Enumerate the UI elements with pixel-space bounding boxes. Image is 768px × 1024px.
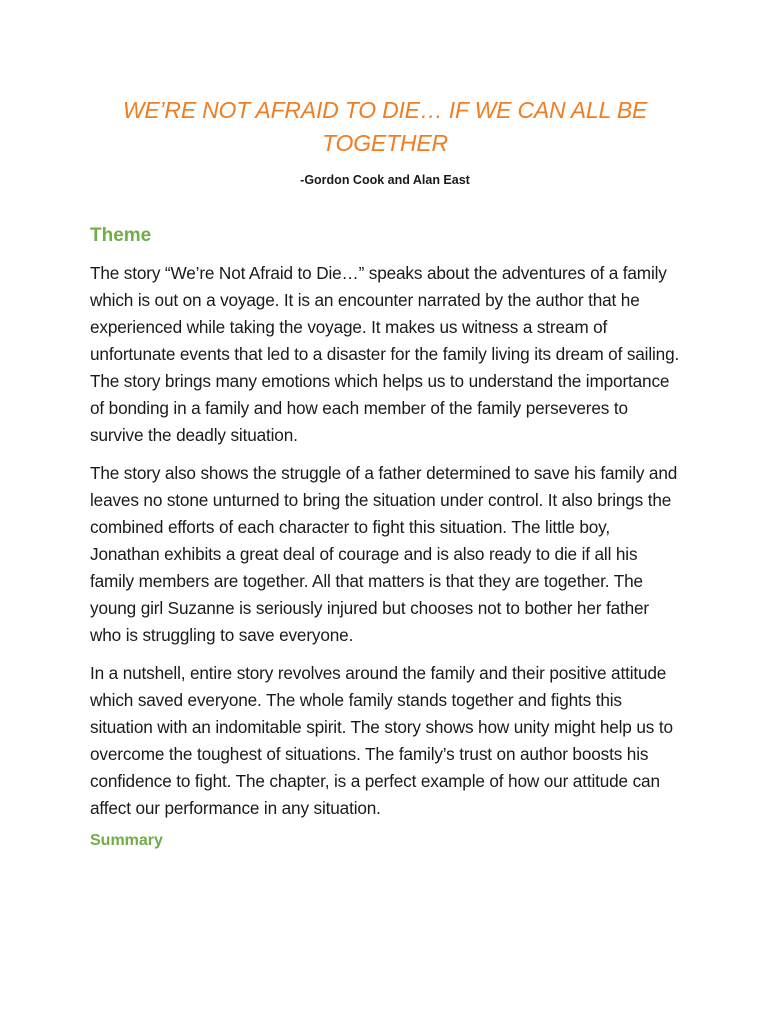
document-authors: -Gordon Cook and Alan East [300,173,470,187]
document-page [90,0,680,852]
theme-paragraph-3: In a nutshell, entire story revolves around the family and their positive attitude which saved everyone. The whole family stands together and fights this situation with an indomitable spirit. The story shows how unity might help us to overcome the toughest of situations. The family’s trust on author boosts his confidence to fight. The chapter, is a perfect example of how our attitude can affect our performance in any situation. [90,663,673,818]
theme-paragraph-1: The story “We’re Not Afraid to Die…” speaks about the adventures of a family which is out on a voyage. It is an encounter narrated by the author that he experienced while taking the voyage. It makes us witness a stream of unfortunate events that led to a disaster for the family living its dream of sailing. The story brings many emotions which helps us to understand the importance of bonding in a family and how each member of the family perseveres to survive the deadly situation. [90,263,680,445]
document-title: WE’RE NOT AFRAID TO DIE… IF WE CAN ALL BE TOGETHER [122,97,648,156]
theme-heading: Theme [90,225,152,246]
theme-paragraph-2: The story also shows the struggle of a father determined to save his family and leaves no stone unturned to bring the situation under control. It also brings the combined efforts of each character to fight this situation. The little boy, Jonathan exhibits a great deal of courage and is also ready to die if all his family members are together. All that matters is that they are together. The young girl Suzanne is seriously injured but chooses not to bother her father who is struggling to save everyone. [90,463,678,645]
summary-heading: Summary [90,832,163,849]
